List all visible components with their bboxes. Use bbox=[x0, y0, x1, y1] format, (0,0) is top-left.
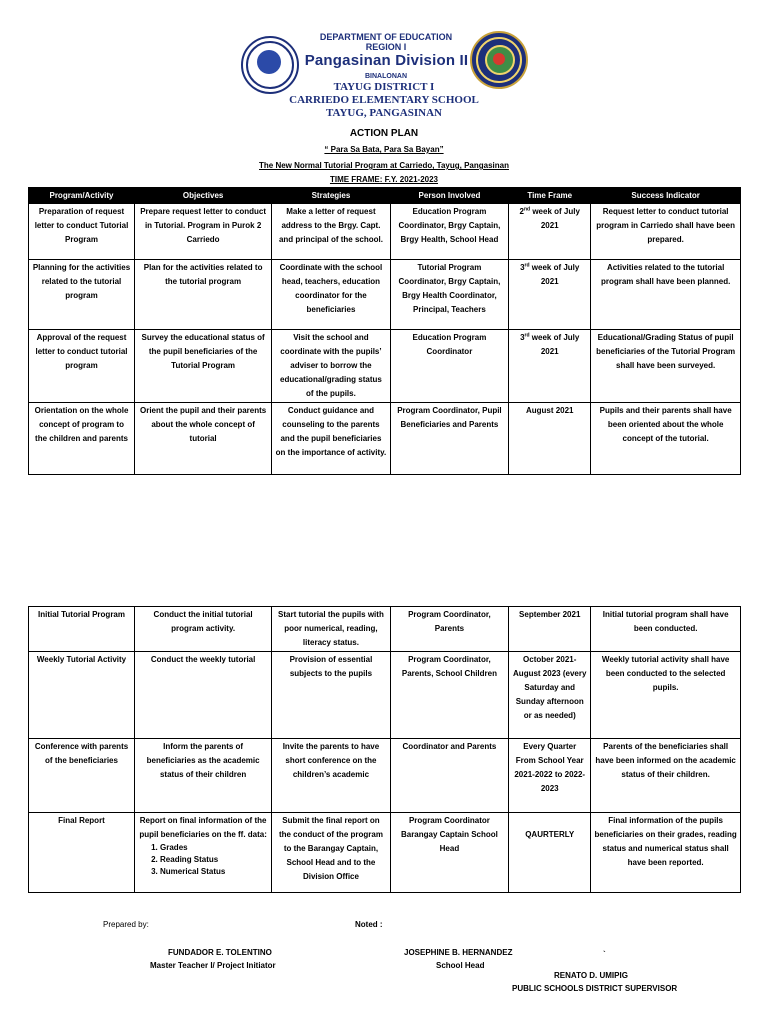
activity-cell: Initial Tutorial Program bbox=[29, 607, 135, 652]
prepared-by-label: Prepared by: bbox=[103, 920, 149, 929]
time-cell: October 2021- August 2023 (every Saturday and Sunday afternoon or as needed) bbox=[509, 652, 591, 739]
objective-cell: Survey the educational status of the pupil beneficiaries of the Tutorial Program bbox=[135, 330, 272, 403]
indicator-cell: Pupils and their parents shall have been oriented about the whole concept of the tutorial. bbox=[591, 403, 741, 475]
strategy-cell: Coordinate with the school head, teachers, education coordinator for the beneficiaries bbox=[272, 260, 390, 330]
supervisor-name: RENATO D. UMIPIG bbox=[554, 971, 628, 980]
table-row bbox=[29, 204, 741, 260]
table-row bbox=[29, 813, 741, 893]
objective-cell: Plan for the activities related to the tutorial program bbox=[135, 260, 272, 330]
action-plan-table bbox=[28, 187, 741, 475]
document-title: ACTION PLAN bbox=[349, 128, 419, 139]
column-header: Program/Activity bbox=[29, 188, 135, 204]
school-location: TAYUG, PANGASINAN bbox=[326, 107, 442, 119]
noted-label: Noted : bbox=[355, 920, 383, 929]
time-cell: 2nd week of July 2021 bbox=[509, 204, 591, 260]
district-name: TAYUG DISTRICT I bbox=[333, 81, 435, 93]
person-cell: Education Program Coordinator, Brgy Captain, Brgy Health, School Head bbox=[390, 204, 508, 260]
letterhead bbox=[0, 28, 768, 124]
indicator-cell: Final information of the pupils beneficiaries on their grades, reading status and numerical status shall have been reported. bbox=[591, 813, 741, 893]
table-row bbox=[29, 403, 741, 475]
strategy-cell: Visit the school and coordinate with the pupils’ adviser to borrow the educational/grading status of the pupils. bbox=[272, 330, 390, 403]
activity-cell: Weekly Tutorial Activity bbox=[29, 652, 135, 739]
person-cell: Program Coordinator Barangay Captain School Head bbox=[390, 813, 508, 893]
column-header: Objectives bbox=[135, 188, 272, 204]
school-head-name: JOSEPHINE B. HERNANDEZ bbox=[404, 948, 513, 957]
table-header-row bbox=[29, 188, 741, 204]
objective-cell: Prepare request letter to conduct in Tutorial. Program in Purok 2 Carriedo bbox=[135, 204, 272, 260]
time-cell: QAURTERLY bbox=[509, 813, 591, 893]
division-name: Pangasinan Division II bbox=[304, 52, 469, 69]
time-cell: August 2021 bbox=[509, 403, 591, 475]
table-row bbox=[29, 260, 741, 330]
objective-cell: Report on final information of the pupil beneficiaries on the ff. data: 1. Grades 2. Reading Status 3. Numerical Status bbox=[135, 813, 272, 893]
indicator-cell: Activities related to the tutorial program shall have been planned. bbox=[591, 260, 741, 330]
school-name: CARRIEDO ELEMENTARY SCHOOL bbox=[289, 94, 479, 106]
department-label: DEPARTMENT OF EDUCATION REGION I bbox=[319, 32, 453, 52]
person-cell: Program Coordinator, Parents, School Children bbox=[390, 652, 508, 739]
table-row bbox=[29, 739, 741, 813]
person-cell: Coordinator and Parents bbox=[390, 739, 508, 813]
table-row bbox=[29, 652, 741, 739]
strategy-cell: Provision of essential subjects to the pupils bbox=[272, 652, 390, 739]
list-item: 2. Reading Status bbox=[160, 854, 268, 866]
activity-cell: Preparation of request letter to conduct Tutorial Program bbox=[29, 204, 135, 260]
preparer-title: Master Teacher I/ Project Initiator bbox=[150, 961, 276, 970]
strategy-cell: Invite the parents to have short conference on the children’s academic bbox=[272, 739, 390, 813]
person-cell: Program Coordinator, Pupil Beneficiaries and Parents bbox=[390, 403, 508, 475]
table-row bbox=[29, 330, 741, 403]
indicator-cell: Initial tutorial program shall have been conducted. bbox=[591, 607, 741, 652]
motto: “ Para Sa Bata, Para Sa Bayan” bbox=[324, 145, 444, 154]
time-frame: TIME FRAME: F.Y. 2021-2023 bbox=[329, 175, 439, 184]
column-header: Person Involved bbox=[390, 188, 508, 204]
strategy-cell: Make a letter of request address to the Brgy. Capt. and principal of the school. bbox=[272, 204, 390, 260]
program-title: The New Normal Tutorial Program at Carriedo, Tayug, Pangasinan bbox=[259, 161, 509, 170]
objective-cell: Inform the parents of beneficiaries as the academic status of their children bbox=[135, 739, 272, 813]
indicator-cell: Parents of the beneficiaries shall have been informed on the academic status of their children. bbox=[591, 739, 741, 813]
objective-cell: Conduct the initial tutorial program activity. bbox=[135, 607, 272, 652]
list-item: 1. Grades bbox=[160, 842, 268, 854]
person-cell: Program Coordinator, Parents bbox=[390, 607, 508, 652]
strategy-cell: Start tutorial the pupils with poor numerical, reading, literacy status. bbox=[272, 607, 390, 652]
time-cell: 3rd week of July 2021 bbox=[509, 330, 591, 403]
activity-cell: Planning for the activities related to the tutorial program bbox=[29, 260, 135, 330]
supervisor-title: PUBLIC SCHOOLS DISTRICT SUPERVISOR bbox=[512, 984, 678, 993]
activity-cell: Conference with parents of the beneficiaries bbox=[29, 739, 135, 813]
school-head-title: School Head bbox=[436, 961, 485, 970]
strategy-cell: Submit the final report on the conduct of the program to the Barangay Captain, School Head and to the Division Office bbox=[272, 813, 390, 893]
action-plan-table-continued bbox=[28, 606, 741, 893]
person-cell: Tutorial Program Coordinator, Brgy Captain, Brgy Health Coordinator, Principal, Teachers bbox=[390, 260, 508, 330]
objective-cell: Conduct the weekly tutorial bbox=[135, 652, 272, 739]
column-header: Time Frame bbox=[509, 188, 591, 204]
time-cell: 3rd week of July 2021 bbox=[509, 260, 591, 330]
column-header: Success Indicator bbox=[591, 188, 741, 204]
indicator-cell: Weekly tutorial activity shall have been conducted to the selected pupils. bbox=[591, 652, 741, 739]
objective-cell: Orient the pupil and their parents about the whole concept of tutorial bbox=[135, 403, 272, 475]
time-cell: September 2021 bbox=[509, 607, 591, 652]
table-row bbox=[29, 607, 741, 652]
time-cell: Every Quarter From School Year 2021-2022 to 2022-2023 bbox=[509, 739, 591, 813]
school-block bbox=[0, 81, 768, 120]
activity-cell: Orientation on the whole concept of program to the children and parents bbox=[29, 403, 135, 475]
column-header: Strategies bbox=[272, 188, 390, 204]
data-list bbox=[138, 842, 268, 878]
indicator-cell: Request letter to conduct tutorial program in Carriedo shall have been prepared. bbox=[591, 204, 741, 260]
stray-mark: ` bbox=[603, 950, 606, 959]
indicator-cell: Educational/Grading Status of pupil beneficiaries of the Tutorial Program shall have been surveyed. bbox=[591, 330, 741, 403]
activity-cell: Approval of the request letter to conduct tutorial program bbox=[29, 330, 135, 403]
preparer-name: FUNDADOR E. TOLENTINO bbox=[168, 948, 272, 957]
person-cell: Education Program Coordinator bbox=[390, 330, 508, 403]
binalonan-label: BINALONAN bbox=[365, 73, 407, 80]
activity-cell: Final Report bbox=[29, 813, 135, 893]
list-item: 3. Numerical Status bbox=[160, 866, 268, 878]
strategy-cell: Conduct guidance and counseling to the parents and the pupil beneficiaries on the importance of activity. bbox=[272, 403, 390, 475]
